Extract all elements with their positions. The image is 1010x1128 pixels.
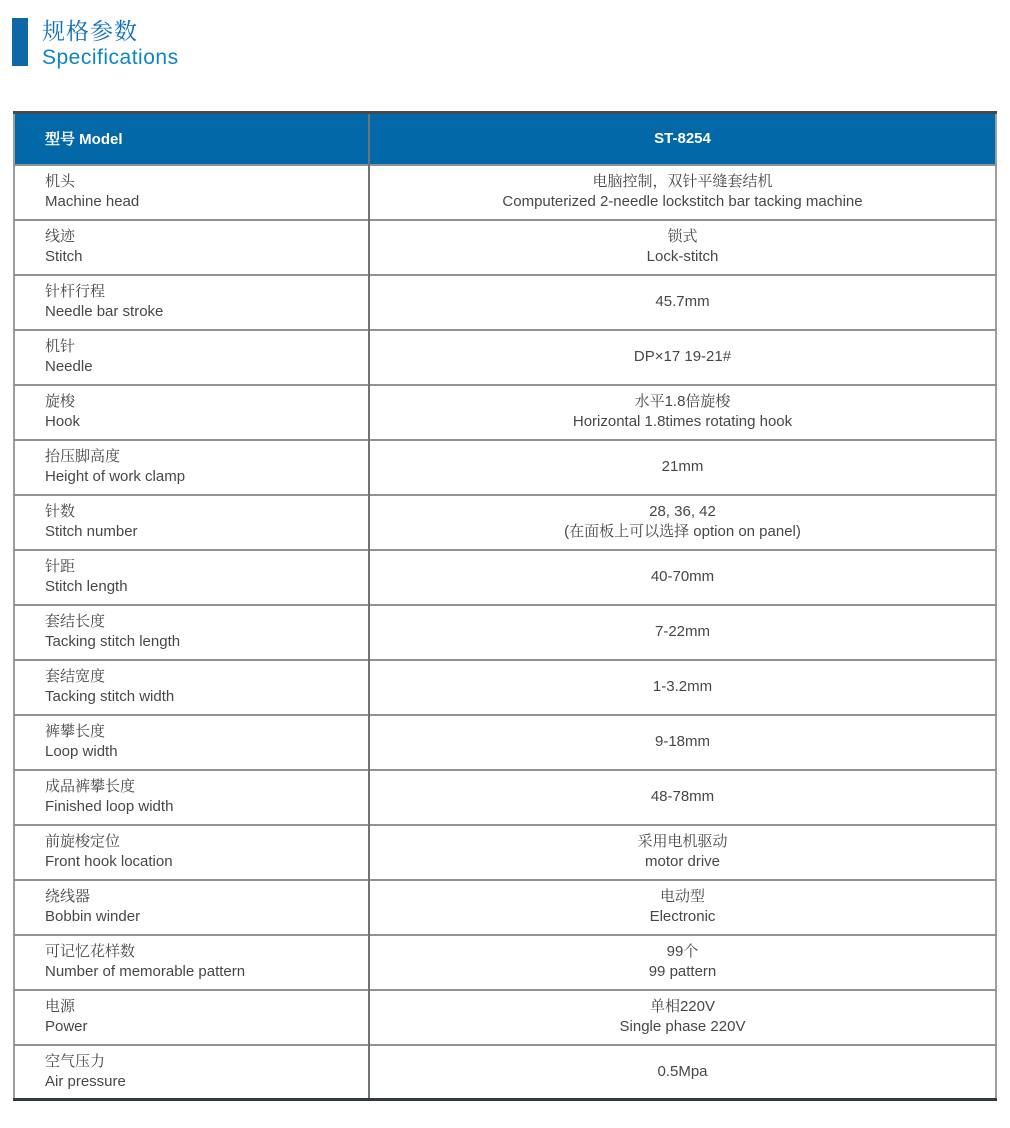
spec-value-cell bbox=[369, 660, 996, 715]
table-row bbox=[14, 165, 996, 220]
title-accent-bar bbox=[12, 18, 28, 66]
table-row bbox=[14, 660, 996, 715]
table-row bbox=[14, 990, 996, 1045]
spec-label-cn: 针数 bbox=[45, 503, 76, 520]
spec-value-line1: DP×17 19-21# bbox=[633, 348, 732, 365]
spec-value-line1: 水平1.8倍旋梭 bbox=[634, 393, 731, 410]
spec-value-cell bbox=[369, 385, 996, 440]
spec-label-cn: 前旋梭定位 bbox=[45, 833, 121, 850]
table-row bbox=[14, 935, 996, 990]
spec-label-en: Bobbin winder bbox=[45, 908, 141, 925]
spec-value-line2: (在面板上可以选择 option on panel) bbox=[564, 523, 801, 540]
spec-label-cell bbox=[14, 165, 369, 220]
spec-label-en: Height of work clamp bbox=[45, 468, 186, 485]
table-row bbox=[14, 385, 996, 440]
spec-value-cell bbox=[369, 1045, 996, 1100]
spec-label-en: Power bbox=[45, 1018, 88, 1035]
spec-value-line1: 48-78mm bbox=[650, 788, 715, 805]
spec-value-cell bbox=[369, 330, 996, 385]
spec-value-cell bbox=[369, 770, 996, 825]
spec-value-line2: 99 pattern bbox=[648, 963, 717, 980]
page-title-zh: 规格参数 bbox=[42, 18, 138, 44]
spec-value-line1: 45.7mm bbox=[655, 293, 710, 310]
table-row bbox=[14, 605, 996, 660]
spec-value-line1: 电动型 bbox=[659, 888, 705, 905]
spec-value-line1: 0.5Mpa bbox=[657, 1062, 708, 1080]
page-title-en: Specifications bbox=[42, 46, 179, 69]
page-title bbox=[42, 18, 179, 70]
spec-value-line2: Computerized 2-needle lockstitch bar tacking machine bbox=[502, 193, 863, 210]
spec-label-cn: 旋梭 bbox=[45, 393, 76, 410]
spec-label-cell bbox=[14, 440, 369, 495]
spec-label-cell bbox=[14, 275, 369, 330]
spec-value-line1: 28, 36, 42 bbox=[649, 503, 716, 520]
spec-label-cell bbox=[14, 935, 369, 990]
spec-value-line2: Lock-stitch bbox=[646, 248, 719, 265]
spec-label-en: Stitch length bbox=[45, 578, 128, 595]
table-row bbox=[14, 330, 996, 385]
spec-value-cell bbox=[369, 825, 996, 880]
spec-value-line1: 40-70mm bbox=[650, 568, 715, 585]
spec-value-cell bbox=[369, 605, 996, 660]
table-row bbox=[14, 825, 996, 880]
spec-label-cell bbox=[14, 330, 369, 385]
spec-value-line2: motor drive bbox=[644, 853, 721, 870]
spec-label-cn: 绕线器 bbox=[45, 888, 91, 905]
specifications-table bbox=[13, 111, 997, 1101]
spec-label-cn: 套结长度 bbox=[45, 613, 106, 630]
spec-value-line1: 99个 bbox=[666, 943, 699, 960]
spec-label-en: Tacking stitch length bbox=[45, 633, 181, 650]
spec-label-cell bbox=[14, 550, 369, 605]
spec-value-cell bbox=[369, 550, 996, 605]
spec-label-cn: 针距 bbox=[45, 558, 76, 575]
spec-value-cell bbox=[369, 275, 996, 330]
spec-label-cn: 抬压脚高度 bbox=[45, 448, 121, 465]
spec-label-cell bbox=[14, 990, 369, 1045]
spec-label-en: Stitch number bbox=[45, 523, 138, 540]
spec-label-en: Needle bbox=[45, 358, 93, 375]
spec-label-cell bbox=[14, 385, 369, 440]
table-row bbox=[14, 550, 996, 605]
spec-value-line2: Electronic bbox=[649, 908, 716, 925]
spec-label-en: Machine head bbox=[45, 193, 140, 210]
spec-label-cn: 线迹 bbox=[45, 228, 76, 245]
model-header-label: 型号 Model bbox=[14, 113, 369, 165]
spec-label-cell bbox=[14, 1045, 369, 1100]
spec-value-line1: 采用电机驱动 bbox=[637, 833, 728, 850]
spec-label-cell bbox=[14, 880, 369, 935]
spec-value-line1: 7-22mm bbox=[654, 623, 710, 640]
spec-label-cn: 成品裤攀长度 bbox=[45, 778, 136, 795]
model-header-value: ST-8254 bbox=[369, 113, 996, 165]
spec-label-en: Hook bbox=[45, 413, 81, 430]
spec-label-cell bbox=[14, 825, 369, 880]
spec-label-en: Number of memorable pattern bbox=[45, 963, 246, 980]
spec-value-line1: 单相220V bbox=[649, 998, 716, 1015]
spec-value-line1: 9-18mm bbox=[654, 733, 710, 750]
spec-label-en: Tacking stitch width bbox=[45, 688, 175, 705]
spec-label-cell bbox=[14, 605, 369, 660]
spec-label-en: Air pressure bbox=[45, 1072, 126, 1090]
spec-label-cn: 机头 bbox=[45, 173, 76, 190]
table-row bbox=[14, 770, 996, 825]
spec-label-cell bbox=[14, 495, 369, 550]
table-row bbox=[14, 275, 996, 330]
spec-label-cn: 电源 bbox=[45, 998, 76, 1015]
spec-value-line1: 1-3.2mm bbox=[652, 678, 713, 695]
spec-value-cell bbox=[369, 935, 996, 990]
table-row bbox=[14, 880, 996, 935]
table-row bbox=[14, 715, 996, 770]
spec-label-cell bbox=[14, 660, 369, 715]
table-row bbox=[14, 220, 996, 275]
spec-label-cn: 可记忆花样数 bbox=[45, 943, 136, 960]
page-header bbox=[12, 18, 1010, 70]
spec-value-cell bbox=[369, 220, 996, 275]
spec-value-line2: Single phase 220V bbox=[619, 1018, 746, 1035]
spec-label-en: Stitch bbox=[45, 248, 83, 265]
spec-value-line1: 电脑控制，双针平缝套结机 bbox=[592, 173, 773, 190]
spec-value-cell bbox=[369, 495, 996, 550]
spec-label-cn: 针杆行程 bbox=[45, 283, 106, 300]
table-row bbox=[14, 495, 996, 550]
spec-value-cell bbox=[369, 990, 996, 1045]
spec-value-cell bbox=[369, 880, 996, 935]
spec-value-cell bbox=[369, 165, 996, 220]
spec-value-line1: 21mm bbox=[661, 458, 704, 475]
spec-label-en: Front hook location bbox=[45, 853, 173, 870]
spec-label-cn: 机针 bbox=[45, 338, 76, 355]
spec-label-en: Loop width bbox=[45, 743, 118, 760]
spec-label-cn: 套结宽度 bbox=[45, 668, 106, 685]
spec-label-en: Finished loop width bbox=[45, 798, 174, 815]
spec-value-line1: 锁式 bbox=[667, 228, 698, 245]
spec-value-cell bbox=[369, 715, 996, 770]
spec-value-cell bbox=[369, 440, 996, 495]
table-row bbox=[14, 1045, 996, 1100]
spec-label-cn: 空气压力 bbox=[45, 1052, 106, 1070]
table-row bbox=[14, 440, 996, 495]
spec-label-en: Needle bar stroke bbox=[45, 303, 164, 320]
spec-label-cell bbox=[14, 770, 369, 825]
spec-label-cell bbox=[14, 715, 369, 770]
spec-label-cn: 裤攀长度 bbox=[45, 723, 106, 740]
spec-label-cell bbox=[14, 220, 369, 275]
spec-value-line2: Horizontal 1.8times rotating hook bbox=[572, 413, 793, 430]
table-header-row bbox=[14, 113, 996, 165]
